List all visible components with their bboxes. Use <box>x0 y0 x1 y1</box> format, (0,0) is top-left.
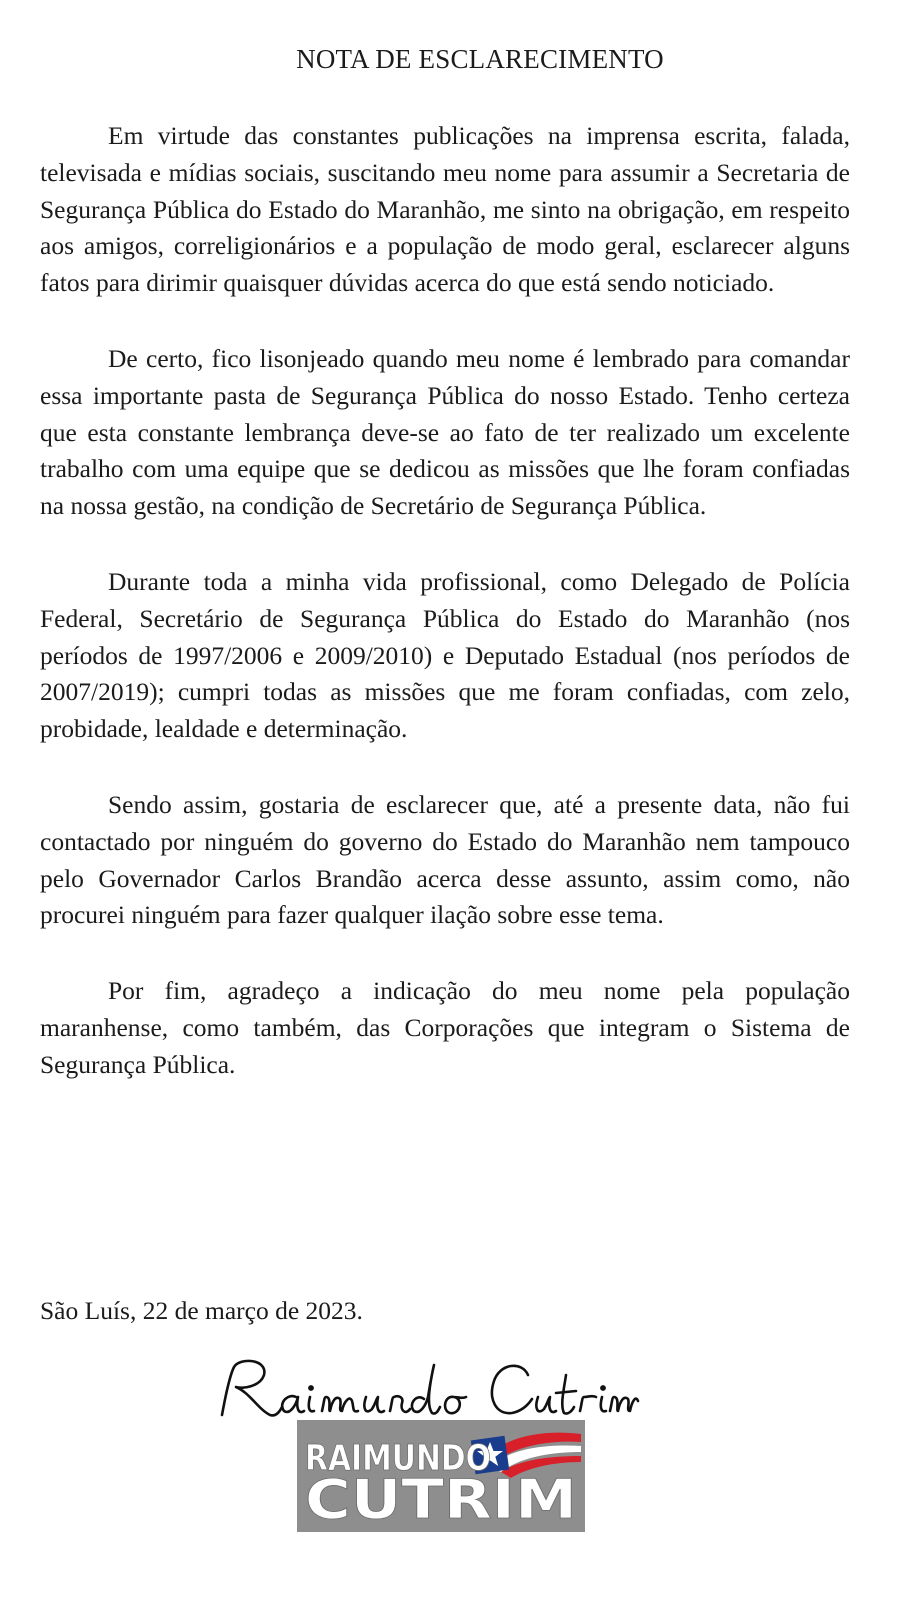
document-body <box>40 118 850 1123</box>
paragraph-1: Em virtude das constantes publicações na imprensa escrita, falada, televisada e mídias sociais, suscitando meu nome para assumir a Secretaria de Segurança Pública do Estado do Maranhão, me sinto na obrigação, em respeito aos amigos, correligionários e a população de modo geral, esclarecer alguns fatos para dirimir quaisquer dúvidas acerca do que está sendo noticiado. <box>40 121 850 298</box>
paragraph-5: Por fim, agradeço a indicação do meu nome pela população maranhense, como também, das Corporações que integram o Sistema de Segurança Pública. <box>40 976 850 1079</box>
paragraph-2: De certo, fico lisonjeado quando meu nome é lembrado para comandar essa importante pasta de Segurança Pública do nosso Estado. Tenho certeza que esta constante lembrança deve-se ao fato de ter realizado um excelente trabalho com uma equipe que se dedicou as missões que lhe foram confiadas na nossa gestão, na condição de Secretário de Segurança Pública. <box>40 343 850 521</box>
logo-line-2: CUTRIM <box>305 1468 577 1531</box>
raimundo-cutrim-logo <box>297 1420 585 1532</box>
paragraph-4: Sendo assim, gostaria de esclarecer que, até a presente data, não fui contactado por ninguém do governo do Estado do Maranhão nem tampouco pelo Governador Carlos Brandão acerca desse assunto, assim como, não procurei ninguém para fazer qualquer ilação sobre esse tema. <box>40 789 850 930</box>
logo-line-1: RAIMUNDO <box>305 1438 491 1479</box>
paragraph-3: Durante toda a minha vida profissional, como Delegado de Polícia Federal, Secretário de Segurança Pública do Estado do Maranhão (nos períodos de 1997/2006 e 2009/2010) e Deputado Estadual (nos períodos de 2007/2019); cumpri todas as missões que me foram confiadas, com zelo, probidade, lealdade e determinação. <box>40 566 850 744</box>
date-line: São Luís, 22 de março de 2023. <box>40 1296 363 1325</box>
document-title: NOTA DE ESCLARECIMENTO <box>296 44 664 74</box>
